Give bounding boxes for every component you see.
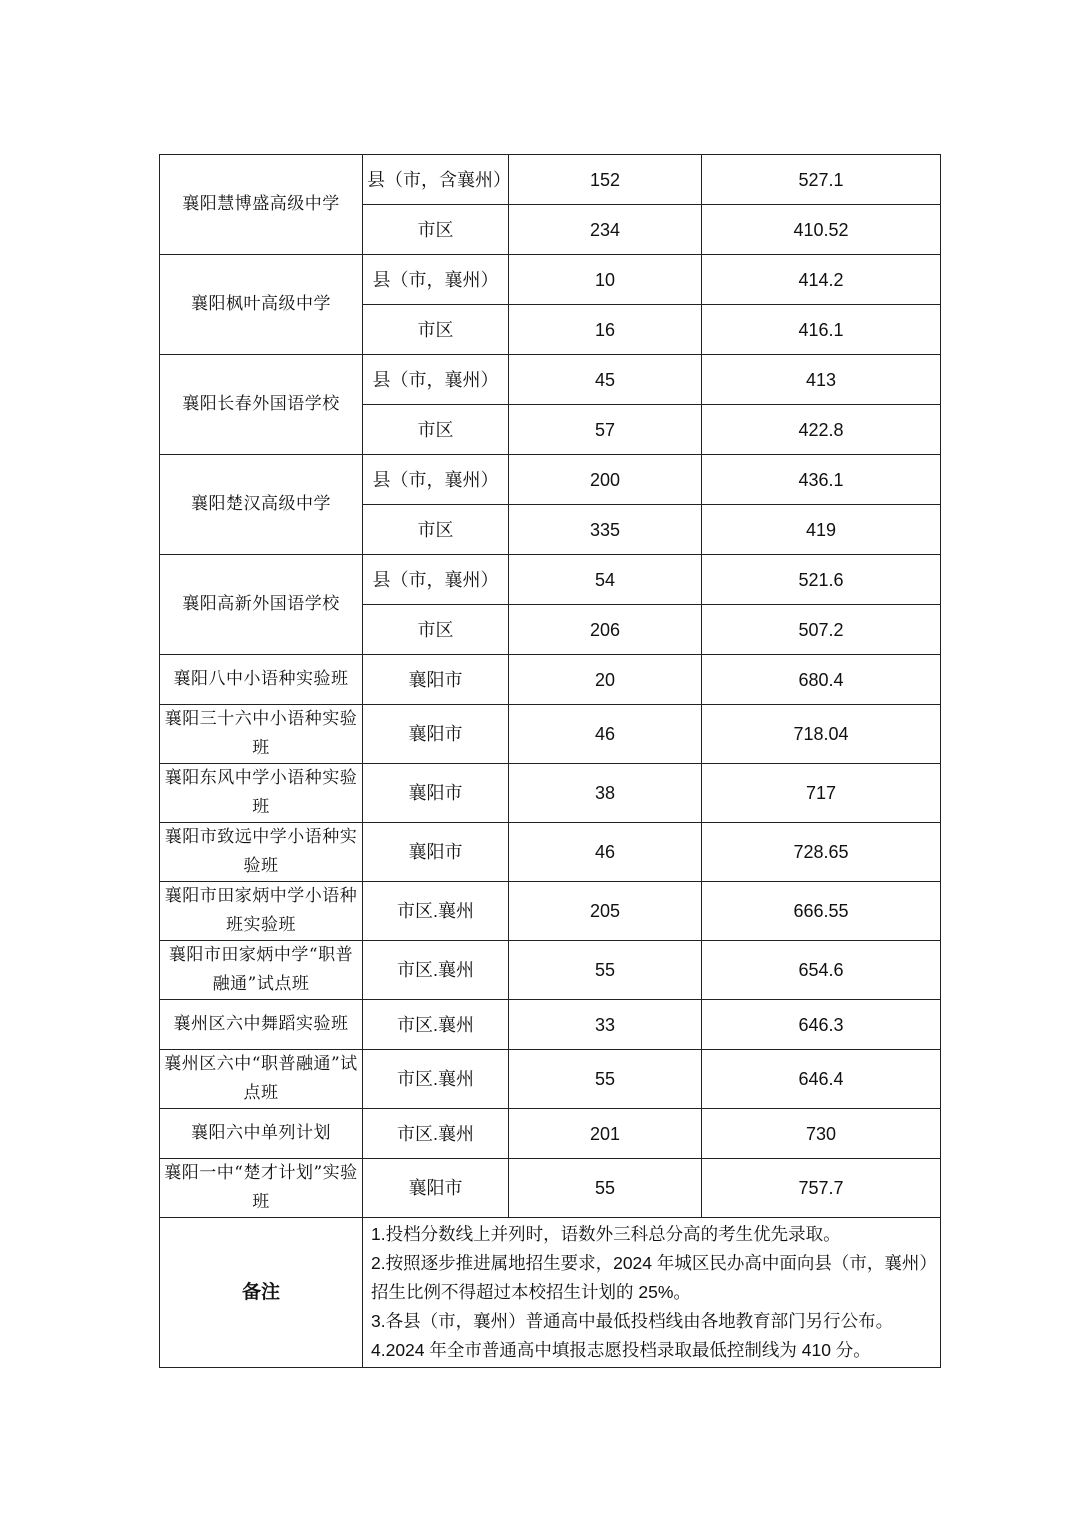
region-cell: 襄阳市 — [363, 823, 509, 882]
count-cell: 200 — [509, 455, 702, 505]
remark-note: 3.各县（市，襄州）普通高中最低投档线由各地教育部门另行公布。 — [371, 1311, 894, 1331]
count-cell: 234 — [509, 205, 702, 255]
table-row — [160, 155, 941, 205]
count-cell: 152 — [509, 155, 702, 205]
count-cell: 55 — [509, 1050, 702, 1109]
region-cell: 市区.襄州 — [363, 941, 509, 1000]
count-cell: 57 — [509, 405, 702, 455]
region-cell: 市区 — [363, 605, 509, 655]
school-name-cell: 襄阳高新外国语学校 — [160, 555, 363, 655]
remark-note: 2.按照逐步推进属地招生要求，2024 年城区民办高中面向县（市，襄州）招生比例不得超过本校招生计划的 25%。 — [371, 1253, 929, 1302]
region-cell: 襄阳市 — [363, 655, 509, 705]
region-cell: 县（市，襄州） — [363, 555, 509, 605]
region-cell: 市区 — [363, 205, 509, 255]
region-cell: 市区.襄州 — [363, 1050, 509, 1109]
count-cell: 55 — [509, 941, 702, 1000]
school-name-cell: 襄阳八中小语种实验班 — [160, 655, 363, 705]
table-row — [160, 455, 941, 505]
region-cell: 县（市，含襄州） — [363, 155, 509, 205]
score-cell: 436.1 — [702, 455, 941, 505]
score-cell: 527.1 — [702, 155, 941, 205]
count-cell: 16 — [509, 305, 702, 355]
score-cell: 680.4 — [702, 655, 941, 705]
table-row — [160, 555, 941, 605]
count-cell: 46 — [509, 705, 702, 764]
table-row — [160, 355, 941, 405]
region-cell: 市区 — [363, 405, 509, 455]
score-cell: 413 — [702, 355, 941, 405]
count-cell: 45 — [509, 355, 702, 405]
score-cell: 654.6 — [702, 941, 941, 1000]
count-cell: 33 — [509, 1000, 702, 1050]
table-row — [160, 1159, 941, 1218]
region-cell: 襄阳市 — [363, 1159, 509, 1218]
score-cell: 757.7 — [702, 1159, 941, 1218]
table-row — [160, 823, 941, 882]
score-cell: 666.55 — [702, 882, 941, 941]
school-name-cell: 襄阳枫叶高级中学 — [160, 255, 363, 355]
score-cell: 646.4 — [702, 1050, 941, 1109]
remarks-body — [363, 1218, 941, 1368]
score-cell: 521.6 — [702, 555, 941, 605]
remark-note: 4.2024 年全市普通高中填报志愿投档录取最低控制线为 410 分。 — [371, 1340, 871, 1360]
count-cell: 205 — [509, 882, 702, 941]
region-cell: 市区.襄州 — [363, 1109, 509, 1159]
school-name-cell: 襄州区六中“职普融通”试点班 — [160, 1050, 363, 1109]
score-cell: 507.2 — [702, 605, 941, 655]
table-row — [160, 705, 941, 764]
admission-score-table — [159, 154, 941, 1368]
region-cell: 市区 — [363, 305, 509, 355]
table-row — [160, 882, 941, 941]
remarks-row — [160, 1218, 941, 1368]
count-cell: 20 — [509, 655, 702, 705]
region-cell: 襄阳市 — [363, 705, 509, 764]
remarks-label: 备注 — [160, 1218, 363, 1368]
school-name-cell: 襄阳一中“楚才计划”实验班 — [160, 1159, 363, 1218]
score-cell: 414.2 — [702, 255, 941, 305]
school-name-cell: 襄阳六中单列计划 — [160, 1109, 363, 1159]
table-row — [160, 655, 941, 705]
score-cell: 730 — [702, 1109, 941, 1159]
score-cell: 416.1 — [702, 305, 941, 355]
table-row — [160, 1109, 941, 1159]
region-cell: 县（市，襄州） — [363, 255, 509, 305]
school-name-cell: 襄阳东风中学小语种实验班 — [160, 764, 363, 823]
region-cell: 县（市，襄州） — [363, 455, 509, 505]
score-cell: 717 — [702, 764, 941, 823]
count-cell: 206 — [509, 605, 702, 655]
school-name-cell: 襄阳长春外国语学校 — [160, 355, 363, 455]
count-cell: 46 — [509, 823, 702, 882]
region-cell: 市区 — [363, 505, 509, 555]
score-cell: 728.65 — [702, 823, 941, 882]
table-row — [160, 1000, 941, 1050]
count-cell: 55 — [509, 1159, 702, 1218]
table-row — [160, 764, 941, 823]
school-name-cell: 襄阳市致远中学小语种实验班 — [160, 823, 363, 882]
score-cell: 419 — [702, 505, 941, 555]
school-name-cell: 襄阳慧博盛高级中学 — [160, 155, 363, 255]
school-name-cell: 襄阳市田家炳中学小语种班实验班 — [160, 882, 363, 941]
remark-note: 1.投档分数线上并列时，语数外三科总分高的考生优先录取。 — [371, 1224, 841, 1244]
score-cell: 718.04 — [702, 705, 941, 764]
score-cell: 410.52 — [702, 205, 941, 255]
school-name-cell: 襄阳楚汉高级中学 — [160, 455, 363, 555]
count-cell: 54 — [509, 555, 702, 605]
score-cell: 646.3 — [702, 1000, 941, 1050]
count-cell: 335 — [509, 505, 702, 555]
count-cell: 38 — [509, 764, 702, 823]
region-cell: 市区.襄州 — [363, 882, 509, 941]
region-cell: 县（市，襄州） — [363, 355, 509, 405]
table-row — [160, 255, 941, 305]
school-name-cell: 襄州区六中舞蹈实验班 — [160, 1000, 363, 1050]
count-cell: 10 — [509, 255, 702, 305]
school-name-cell: 襄阳市田家炳中学“职普融通”试点班 — [160, 941, 363, 1000]
count-cell: 201 — [509, 1109, 702, 1159]
region-cell: 襄阳市 — [363, 764, 509, 823]
school-name-cell: 襄阳三十六中小语种实验班 — [160, 705, 363, 764]
table-row — [160, 941, 941, 1000]
score-cell: 422.8 — [702, 405, 941, 455]
region-cell: 市区.襄州 — [363, 1000, 509, 1050]
table-row — [160, 1050, 941, 1109]
